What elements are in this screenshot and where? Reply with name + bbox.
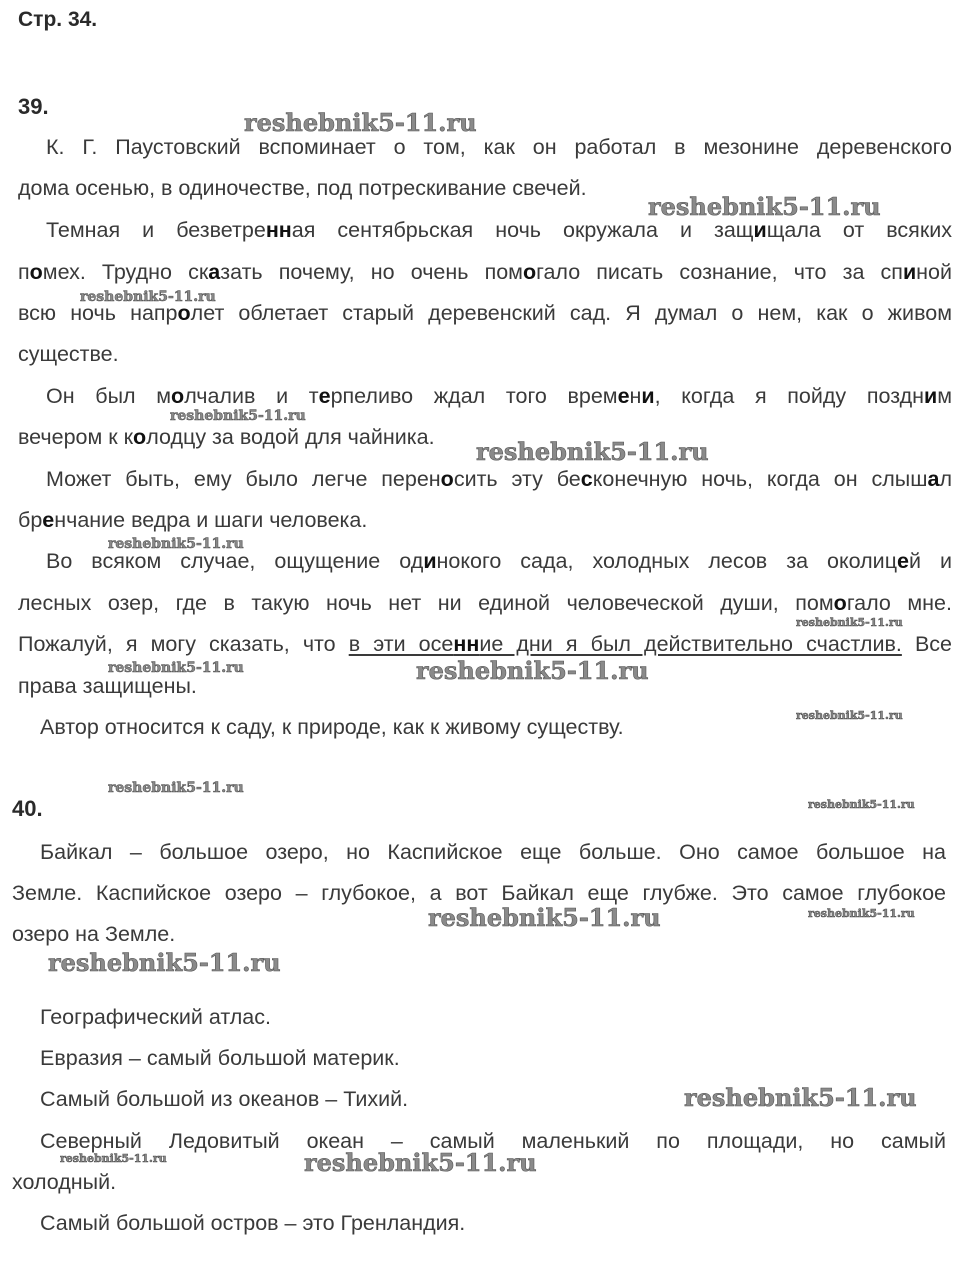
watermark: reshebnik5-11.ru: [416, 656, 649, 685]
watermark: reshebnik5-11.ru: [796, 709, 903, 722]
ex39-p3-line2: вечером к колодцу за водой для чайника.: [18, 425, 435, 449]
ex39-p4-line2: бренчание ведра и шаги человека.: [18, 508, 368, 532]
ex39-p1-line1: К. Г. Паустовский вспоминает о том, как он работал в мезонине деревенского: [46, 135, 952, 159]
ex40-p1-line1: Байкал – большое озеро, но Каспийское еще больше. Оно самое большое на: [40, 840, 946, 864]
watermark: reshebnik5-11.ru: [108, 780, 244, 796]
ex39-p4-line1: Может быть, ему было легче переносить эту бесконечную ночь, когда он слышал: [46, 467, 952, 491]
ex39-p2-line3: всю ночь напролет облетает старый деревенский сад. Я думал о нем, как о живом: [18, 301, 952, 325]
watermark: reshebnik5-11.ru: [60, 1152, 167, 1165]
ex39-p2-line1: Темная и безветренная сентябрьская ночь окружала и защищала от всяких: [46, 218, 952, 242]
watermark: reshebnik5-11.ru: [48, 948, 281, 977]
watermark: reshebnik5-11.ru: [244, 108, 477, 137]
ex40-arctic-line2: холодный.: [12, 1170, 117, 1194]
ex40-p1-line3: озеро на Земле.: [12, 922, 176, 946]
watermark: reshebnik5-11.ru: [808, 907, 915, 920]
ex40-pacific: Самый большой из океанов – Тихий.: [40, 1087, 409, 1111]
watermark: reshebnik5-11.ru: [304, 1148, 537, 1177]
watermark: reshebnik5-11.ru: [108, 660, 244, 676]
watermark: reshebnik5-11.ru: [170, 408, 306, 424]
watermark: reshebnik5-11.ru: [684, 1083, 917, 1112]
ex39-p2-line2: помех. Трудно сказать почему, но очень помогало писать сознание, что за спиной: [18, 260, 952, 284]
ex40-eurasia: Евразия – самый большой материк.: [40, 1046, 400, 1070]
ex40-greenland: Самый большой остров – это Гренландия.: [40, 1211, 466, 1235]
watermark: reshebnik5-11.ru: [648, 192, 881, 221]
watermark: reshebnik5-11.ru: [796, 616, 903, 629]
exercise-40-number: 40.: [12, 796, 43, 821]
watermark: reshebnik5-11.ru: [108, 536, 244, 552]
watermark: reshebnik5-11.ru: [428, 903, 661, 932]
underlined-phrase: в эти осенние дни я был действительно счастлив.: [348, 632, 902, 656]
ex39-p1-line2: дома осенью, в одиночестве, под потрескивание свечей.: [18, 176, 587, 200]
ex39-p3-line1: Он был молчалив и терпеливо ждал того времени, когда я пойду поздним: [46, 384, 953, 408]
exercise-39-number: 39.: [18, 94, 49, 119]
ex40-arctic-line1: Северный Ледовитый океан – самый маленький по площади, но самый: [40, 1129, 946, 1153]
ex39-p5-line4: права защищены.: [18, 674, 197, 698]
watermark: reshebnik5-11.ru: [808, 798, 915, 811]
ex39-conclusion: Автор относится к саду, к природе, как к живому существу.: [40, 715, 624, 739]
ex39-p2-line4: существе.: [18, 342, 119, 366]
page-label: Стр. 34.: [18, 8, 98, 31]
ex39-p5-line1: Во всяком случае, ощущение одинокого сада, холодных лесов за околицей и: [46, 549, 953, 573]
ex40-p1-line2: Земле. Каспийское озеро – глубокое, а вот Байкал еще глубже. Это самое глубокое: [12, 881, 946, 905]
ex39-p5-line2: лесных озер, где в такую ночь нет ни единой человеческой души, помогало мне.: [18, 591, 952, 615]
watermark: reshebnik5-11.ru: [80, 289, 216, 305]
ex39-p5-line3: Пожалуй, я могу сказать, что в эти осенние дни я был действительно счастлив. Все: [18, 632, 952, 656]
ex40-atlas: Географический атлас.: [40, 1005, 271, 1029]
watermark: reshebnik5-11.ru: [476, 437, 709, 466]
